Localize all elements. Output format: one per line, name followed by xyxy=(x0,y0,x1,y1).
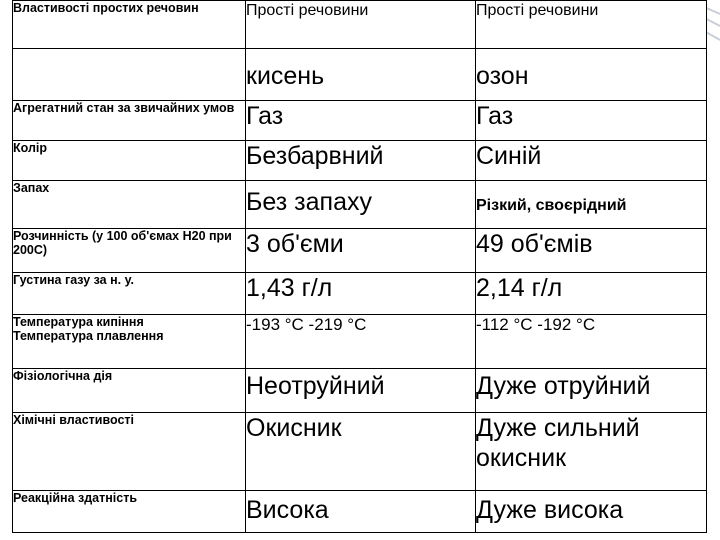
oxygen-reactivity: Висока xyxy=(246,491,476,533)
ozone-reactivity: Дуже висока xyxy=(476,491,707,533)
row-label-boiling: Температура кипіння xyxy=(13,315,144,329)
ozone-solubility: 49 об'ємів xyxy=(476,229,707,273)
oxygen-physiology: Неотруйний xyxy=(246,369,476,413)
ozone-chemical-line2: окисник xyxy=(476,444,567,472)
oxygen-density: 1,43 г/л xyxy=(246,273,476,315)
oxygen-temperatures: -193 °С -219 °С xyxy=(246,315,476,369)
properties-table xyxy=(12,0,707,533)
ozone-chemical xyxy=(476,413,707,491)
ozone-physiology: Дуже отруйний xyxy=(476,369,707,413)
table-row xyxy=(13,315,707,369)
ozone-state: Газ xyxy=(476,101,707,141)
row-label-melting: Температура плавлення xyxy=(13,329,164,343)
substance-oxygen: кисень xyxy=(246,49,476,101)
oxygen-smell: Без запаху xyxy=(246,181,476,229)
oxygen-color: Безбарвний xyxy=(246,141,476,181)
table-row xyxy=(13,369,707,413)
substance-names-row xyxy=(13,49,707,101)
table-row xyxy=(13,491,707,533)
oxygen-solubility: 3 об'єми xyxy=(246,229,476,273)
table-header-row xyxy=(13,1,707,49)
ozone-color: Синій xyxy=(476,141,707,181)
table-row xyxy=(13,413,707,491)
header-substances-2: Прості речовини xyxy=(476,1,707,49)
row-label-reactivity: Реакційна здатність xyxy=(13,491,246,533)
row-label-temperatures xyxy=(13,315,246,369)
row-label-chemical: Хімічні властивості xyxy=(13,413,246,491)
empty-cell xyxy=(13,49,246,101)
row-label-color: Колір xyxy=(13,141,246,181)
table-row xyxy=(13,101,707,141)
ozone-smell: Різкий, своєрідний xyxy=(476,181,707,229)
row-label-state: Агрегатний стан за звичайних умов xyxy=(13,101,246,141)
row-label-smell: Запах xyxy=(13,181,246,229)
ozone-chemical-line1: Дуже сильний xyxy=(476,414,640,442)
table-row xyxy=(13,141,707,181)
oxygen-chemical: Окисник xyxy=(246,413,476,491)
ozone-density: 2,14 г/л xyxy=(476,273,707,315)
row-label-density: Густина газу за н. у. xyxy=(13,273,246,315)
table-row xyxy=(13,273,707,315)
substance-ozone: озон xyxy=(476,49,707,101)
oxygen-state: Газ xyxy=(246,101,476,141)
row-label-solubility: Розчинність (у 100 об'ємах Н20 при 200С) xyxy=(13,229,246,273)
table-row xyxy=(13,229,707,273)
header-properties: Властивості простих речовин xyxy=(13,1,246,49)
ozone-temperatures: -112 °С -192 °С xyxy=(476,315,707,369)
table-row xyxy=(13,181,707,229)
row-label-physiology: Фізіологічна дія xyxy=(13,369,246,413)
header-substances-1: Прості речовини xyxy=(246,1,476,49)
